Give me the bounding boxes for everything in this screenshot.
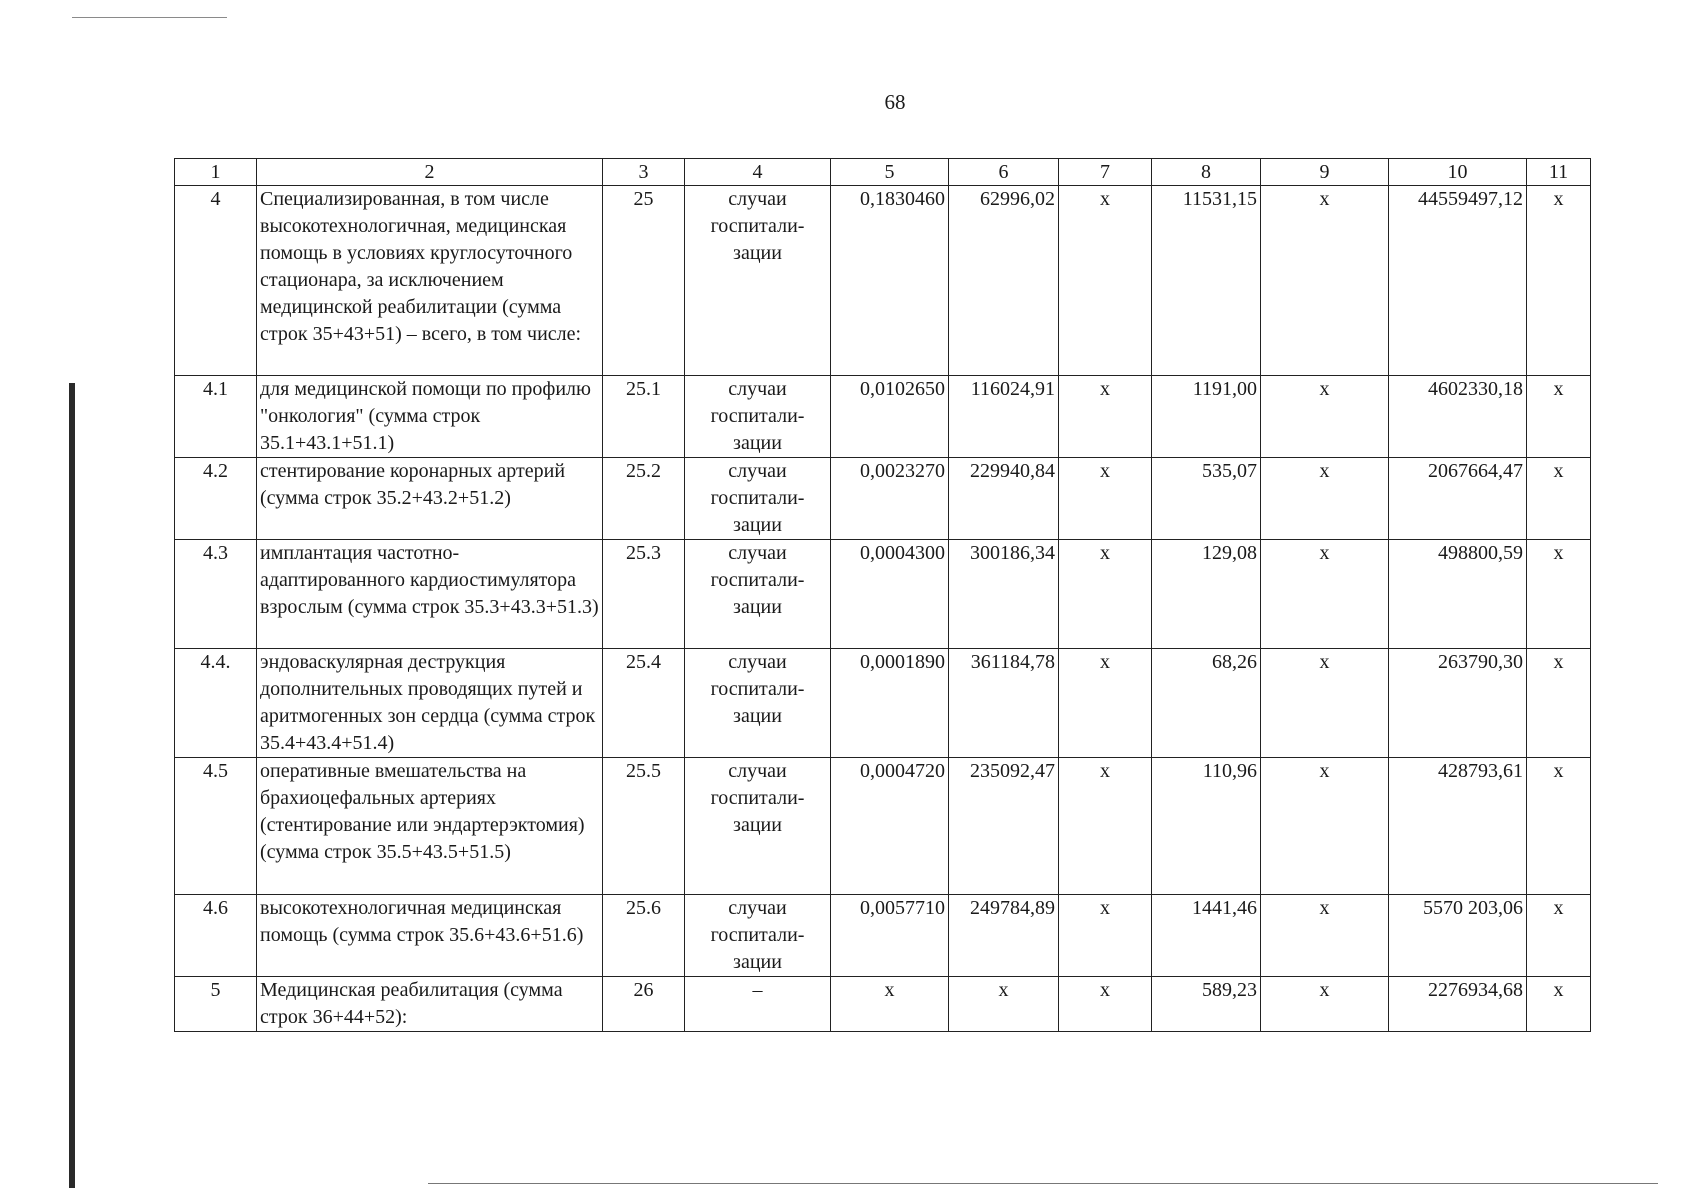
row-name: оперативные вмешательства на брахиоцефальных артериях (стентирование или эндартерэктомия) (сумма строк 35.5+43.5+51.5) <box>257 758 603 895</box>
cell-col5: 0,0023270 <box>831 458 949 540</box>
row-line-number: 25.6 <box>603 895 685 977</box>
cell-col10: 5570 203,06 <box>1389 895 1527 977</box>
cell-col11: х <box>1527 758 1591 895</box>
cell-col10: 44559497,12 <box>1389 186 1527 376</box>
cell-col9: х <box>1261 649 1389 758</box>
cell-col9: х <box>1261 977 1389 1032</box>
cell-col6: х <box>949 977 1059 1032</box>
row-line-number: 25.4 <box>603 649 685 758</box>
row-line-number: 26 <box>603 977 685 1032</box>
scan-artifact-bottom-line <box>428 1183 1658 1184</box>
column-header: 2 <box>257 159 603 186</box>
row-name: Медицинская реабилитация (сумма строк 36+44+52): <box>257 977 603 1032</box>
cell-col5: 0,1830460 <box>831 186 949 376</box>
cell-col6: 62996,02 <box>949 186 1059 376</box>
cell-col11: х <box>1527 458 1591 540</box>
row-unit: случаи госпитали-зации <box>685 540 831 649</box>
column-header: 11 <box>1527 159 1591 186</box>
row-number: 4.3 <box>175 540 257 649</box>
cell-col10: 4602330,18 <box>1389 376 1527 458</box>
cell-col8: 129,08 <box>1152 540 1261 649</box>
table-row <box>175 977 1591 1032</box>
row-unit: случаи госпитали-зации <box>685 458 831 540</box>
row-name: имплантация частотно-адаптированного кардиостимулятора взрослым (сумма строк 35.3+43.3+51.3) <box>257 540 603 649</box>
row-number: 4.2 <box>175 458 257 540</box>
row-number: 4 <box>175 186 257 376</box>
cell-col9: х <box>1261 186 1389 376</box>
table-row <box>175 186 1591 376</box>
cell-col5: 0,0004720 <box>831 758 949 895</box>
cell-col10: 2276934,68 <box>1389 977 1527 1032</box>
row-number: 4.5 <box>175 758 257 895</box>
cell-col7: х <box>1059 458 1152 540</box>
column-header: 7 <box>1059 159 1152 186</box>
cell-col9: х <box>1261 376 1389 458</box>
row-name: стентирование коронарных артерий (сумма строк 35.2+43.2+51.2) <box>257 458 603 540</box>
cell-col9: х <box>1261 458 1389 540</box>
row-line-number: 25.1 <box>603 376 685 458</box>
cell-col5: 0,0102650 <box>831 376 949 458</box>
row-unit: случаи госпитали-зации <box>685 895 831 977</box>
cell-col11: х <box>1527 649 1591 758</box>
cell-col11: х <box>1527 977 1591 1032</box>
table-row <box>175 376 1591 458</box>
row-line-number: 25.5 <box>603 758 685 895</box>
row-unit: случаи госпитали-зации <box>685 649 831 758</box>
cell-col10: 428793,61 <box>1389 758 1527 895</box>
cell-col5: 0,0004300 <box>831 540 949 649</box>
cell-col10: 498800,59 <box>1389 540 1527 649</box>
row-name: высокотехнологичная медицинская помощь (сумма строк 35.6+43.6+51.6) <box>257 895 603 977</box>
row-line-number: 25.3 <box>603 540 685 649</box>
cell-col10: 2067664,47 <box>1389 458 1527 540</box>
column-header: 9 <box>1261 159 1389 186</box>
column-header: 4 <box>685 159 831 186</box>
cell-col8: 589,23 <box>1152 977 1261 1032</box>
column-number-row <box>175 159 1591 186</box>
cell-col10: 263790,30 <box>1389 649 1527 758</box>
row-unit: случаи госпитали-зации <box>685 758 831 895</box>
cell-col7: х <box>1059 540 1152 649</box>
table-row <box>175 458 1591 540</box>
row-name: эндоваскулярная деструкция дополнительных проводящих путей и аритмогенных зон сердца (сумма строк 35.4+43.4+51.4) <box>257 649 603 758</box>
scan-artifact-top-line <box>72 17 227 18</box>
cell-col5: 0,0001890 <box>831 649 949 758</box>
table-row <box>175 758 1591 895</box>
cell-col5: х <box>831 977 949 1032</box>
cell-col7: х <box>1059 376 1152 458</box>
row-number: 4.4. <box>175 649 257 758</box>
column-header: 3 <box>603 159 685 186</box>
column-header: 5 <box>831 159 949 186</box>
cell-col8: 68,26 <box>1152 649 1261 758</box>
cell-col7: х <box>1059 649 1152 758</box>
cell-col8: 1191,00 <box>1152 376 1261 458</box>
cell-col11: х <box>1527 895 1591 977</box>
column-header: 10 <box>1389 159 1527 186</box>
cell-col9: х <box>1261 540 1389 649</box>
cell-col8: 535,07 <box>1152 458 1261 540</box>
cell-col8: 1441,46 <box>1152 895 1261 977</box>
row-number: 4.1 <box>175 376 257 458</box>
row-line-number: 25.2 <box>603 458 685 540</box>
cell-col6: 249784,89 <box>949 895 1059 977</box>
table-row <box>175 649 1591 758</box>
cell-col7: х <box>1059 895 1152 977</box>
row-unit: случаи госпитали-зации <box>685 376 831 458</box>
cell-col8: 11531,15 <box>1152 186 1261 376</box>
column-header: 8 <box>1152 159 1261 186</box>
cell-col9: х <box>1261 758 1389 895</box>
table-row <box>175 895 1591 977</box>
cell-col6: 361184,78 <box>949 649 1059 758</box>
row-line-number: 25 <box>603 186 685 376</box>
cell-col6: 300186,34 <box>949 540 1059 649</box>
cell-col8: 110,96 <box>1152 758 1261 895</box>
cell-col5: 0,0057710 <box>831 895 949 977</box>
cell-col11: х <box>1527 186 1591 376</box>
page-number: 68 <box>884 90 906 114</box>
row-unit: – <box>685 977 831 1032</box>
cell-col11: х <box>1527 540 1591 649</box>
row-number: 5 <box>175 977 257 1032</box>
row-name: Специализированная, в том числе высокотехнологичная, медицинская помощь в условиях круглосуточного стационара, за исключением медицинской реабилитации (сумма строк 35+43+51) – всего, в том числе: <box>257 186 603 376</box>
data-table <box>174 158 1591 1032</box>
cell-col9: х <box>1261 895 1389 977</box>
cell-col6: 235092,47 <box>949 758 1059 895</box>
cell-col7: х <box>1059 977 1152 1032</box>
cell-col7: х <box>1059 186 1152 376</box>
column-header: 6 <box>949 159 1059 186</box>
cell-col11: х <box>1527 376 1591 458</box>
cell-col6: 229940,84 <box>949 458 1059 540</box>
scan-artifact-left-bar <box>69 383 75 1188</box>
column-header: 1 <box>175 159 257 186</box>
cell-col7: х <box>1059 758 1152 895</box>
row-unit: случаи госпитали-зации <box>685 186 831 376</box>
table-row <box>175 540 1591 649</box>
row-number: 4.6 <box>175 895 257 977</box>
row-name: для медицинской помощи по профилю "онкология" (сумма строк 35.1+43.1+51.1) <box>257 376 603 458</box>
cell-col6: 116024,91 <box>949 376 1059 458</box>
